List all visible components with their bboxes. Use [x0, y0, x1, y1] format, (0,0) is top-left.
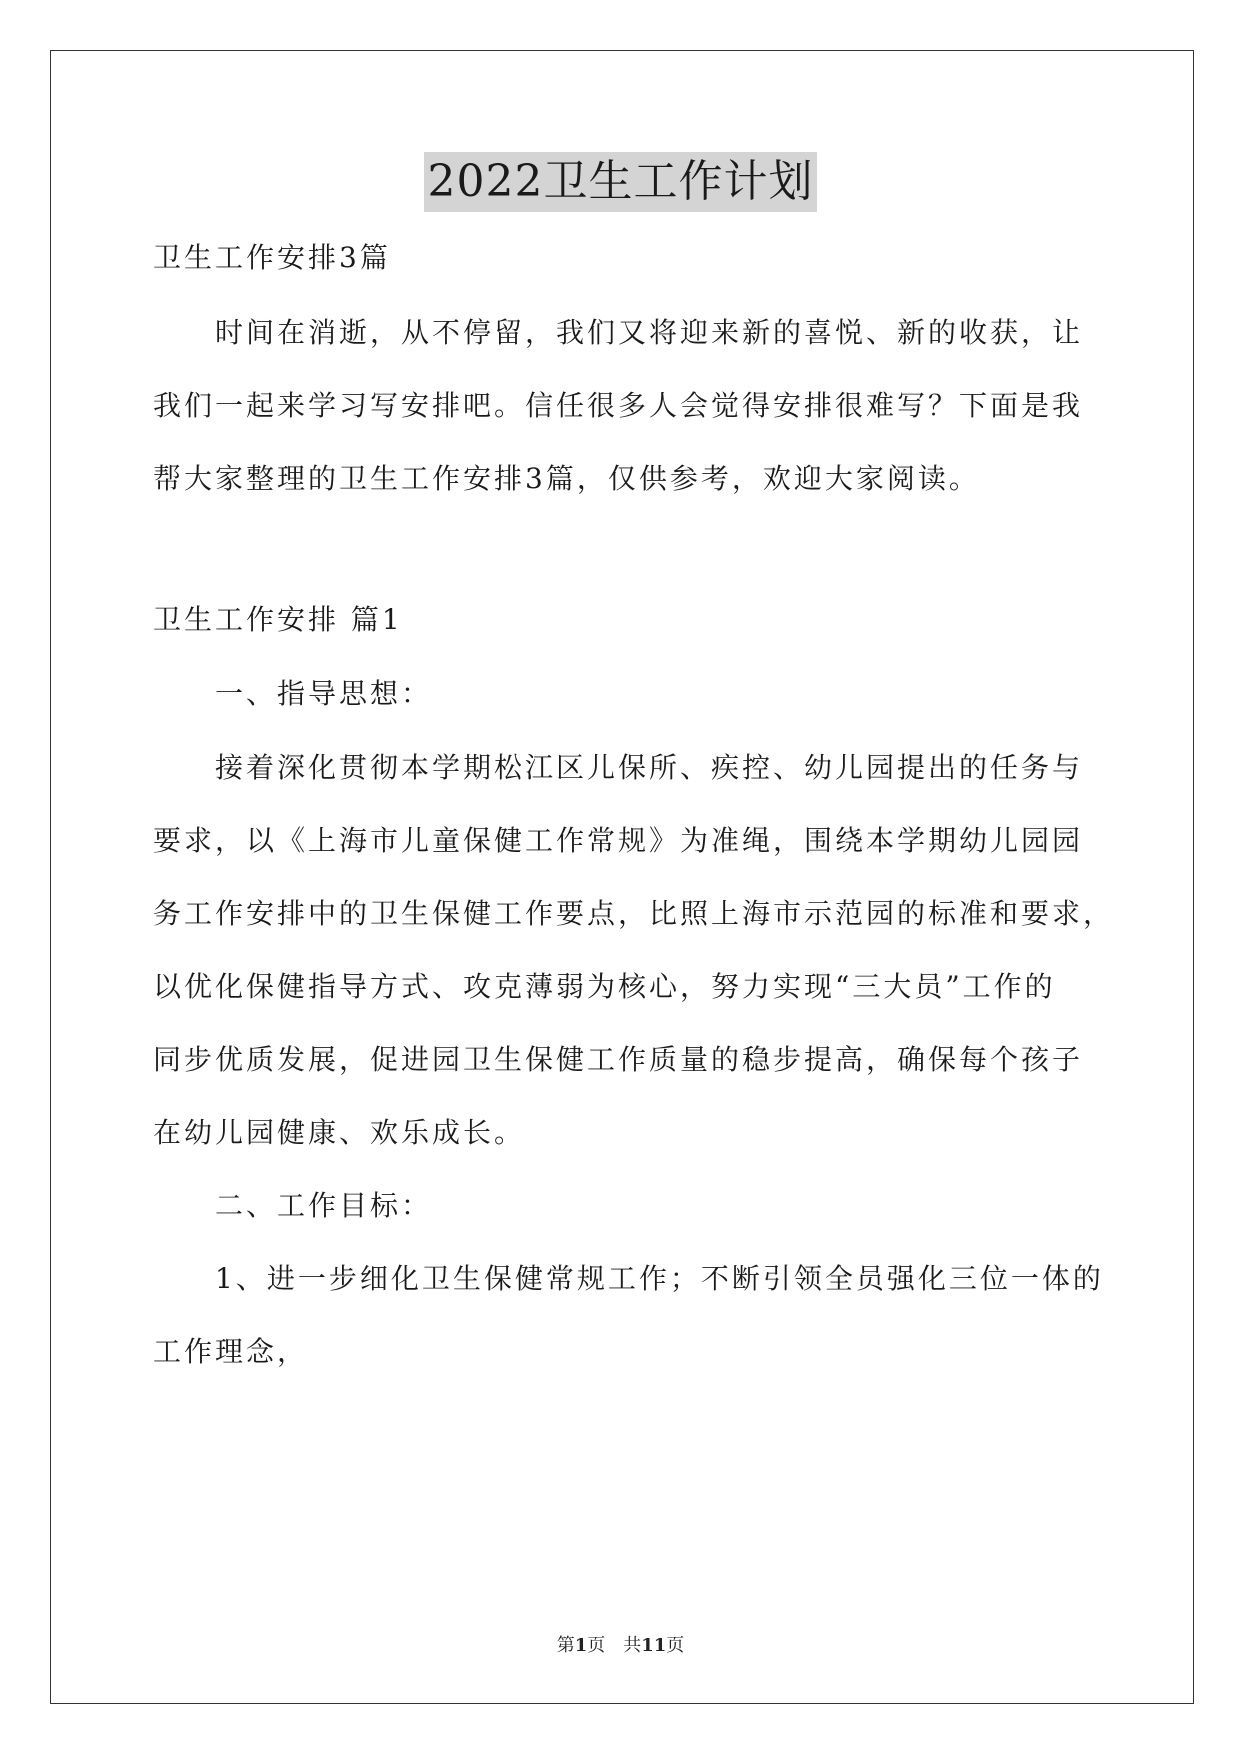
page-footer [0, 1633, 1241, 1659]
footer-prefix: 第 [556, 1635, 575, 1656]
paragraph-line: 以优化保健指导方式、攻克薄弱为核心，努力实现“三大员”工作的 [153, 970, 1056, 1003]
paragraph-line: 1、进一步细化卫生保健常规工作；不断引领全员强化三位一体的 [215, 1262, 1104, 1295]
current-page-number: 1 [574, 1635, 588, 1656]
paragraph-line: 同步优质发展，促进园卫生保健工作质量的稳步提高，确保每个孩子 [153, 1043, 1084, 1076]
paragraph-line: 要求，以《上海市儿童保健工作常规》为准绳，围绕本学期幼儿园园 [153, 824, 1084, 857]
subtitle-line: 卫生工作安排3篇 [153, 241, 391, 274]
footer-suffix: 页 [666, 1635, 685, 1656]
paragraph-line: 帮大家整理的卫生工作安排3篇，仅供参考，欢迎大家阅读。 [153, 462, 980, 495]
page-border [50, 50, 1194, 1704]
paragraph-line: 我们一起来学习写安排吧。信任很多人会觉得安排很难写？下面是我 [153, 389, 1084, 422]
paragraph-line: 在幼儿园健康、欢乐成长。 [153, 1116, 526, 1149]
total-pages-number: 11 [641, 1635, 667, 1656]
subsection-heading: 一、指导思想： [215, 677, 433, 710]
title-block [0, 152, 1241, 212]
subsection-heading: 二、工作目标： [215, 1189, 433, 1222]
footer-middle: 页 共 [587, 1635, 642, 1656]
paragraph-line: 务工作安排中的卫生保健工作要点，比照上海市示范园的标准和要求， [153, 897, 1115, 930]
paragraph-line: 接着深化贯彻本学期松江区儿保所、疾控、幼儿园提出的任务与 [215, 751, 1084, 784]
paragraph-line: 时间在消逝，从不停留，我们又将迎来新的喜悦、新的收获，让 [215, 316, 1084, 349]
section-heading: 卫生工作安排 篇1 [153, 603, 403, 636]
document-title: 2022卫生工作计划 [424, 152, 818, 212]
paragraph-line: 工作理念， [153, 1335, 309, 1368]
